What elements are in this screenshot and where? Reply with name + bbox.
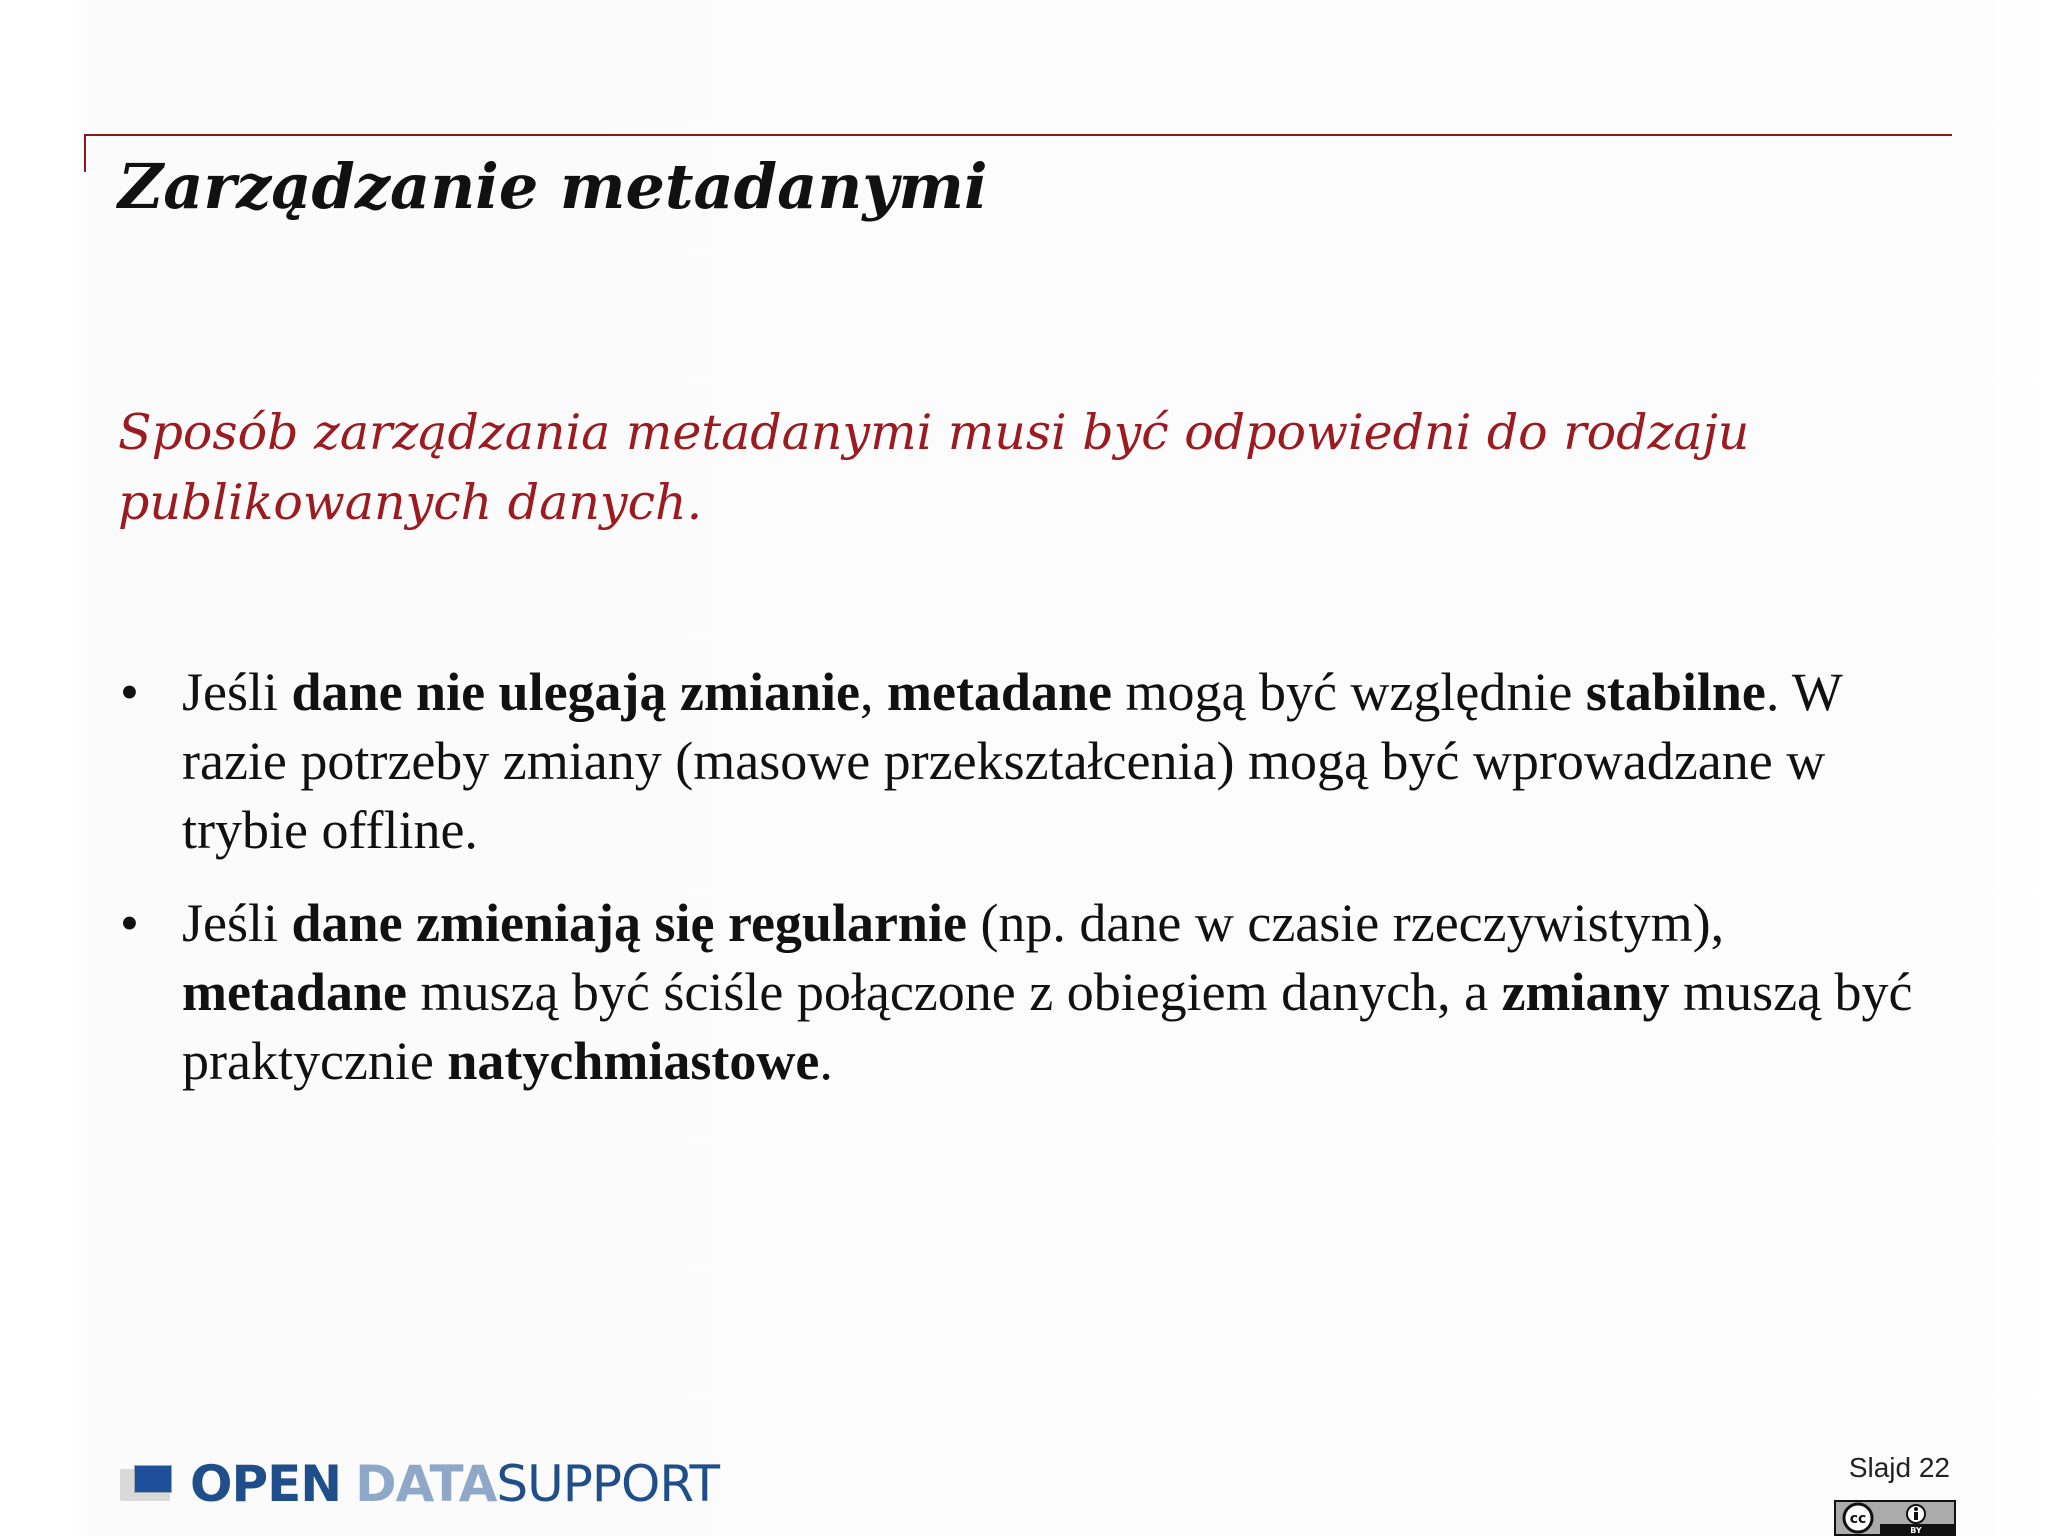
bullet-marker: • xyxy=(120,893,139,953)
bullet-text-1: Jeśli dane nie ulegają zmianie, metadane mogą być względnie stabilne. W razie potrzeby zmiany (masowe przekształcenia) mogą być wprowadzane w trybie offline. xyxy=(182,662,1842,860)
svg-text:cc: cc xyxy=(1849,1511,1867,1527)
logo-wordmark: OPEN DATASUPPORT xyxy=(190,1455,720,1513)
bullet-item-2 xyxy=(118,889,1928,1096)
bullet-list xyxy=(118,658,1928,1120)
slide-subtitle: Sposób zarządzania metadanymi musi być odpowiedni do rodzaju publikowanych danych. xyxy=(118,404,1750,531)
title-rule xyxy=(84,134,1952,136)
bullet-marker: • xyxy=(120,662,139,722)
slide-title: Zarządzanie metadanymi xyxy=(118,150,988,223)
bullet-item-1 xyxy=(118,658,1928,865)
bullet-text-2: Jeśli dane zmieniają się regularnie (np. dane w czasie rzeczywistym), metadane muszą być ściśle połączone z obiegiem danych, a zmiany muszą być praktycznie natychmiastowe. xyxy=(182,893,1913,1091)
title-rule-tick xyxy=(84,134,86,172)
eu-flag-icon xyxy=(120,1465,174,1503)
cc-by-license-icon xyxy=(1834,1500,1956,1536)
slide-number: Slajd 22 xyxy=(1848,1452,1950,1483)
open-data-support-logo xyxy=(120,1452,719,1516)
svg-text:BY: BY xyxy=(1910,1526,1922,1534)
